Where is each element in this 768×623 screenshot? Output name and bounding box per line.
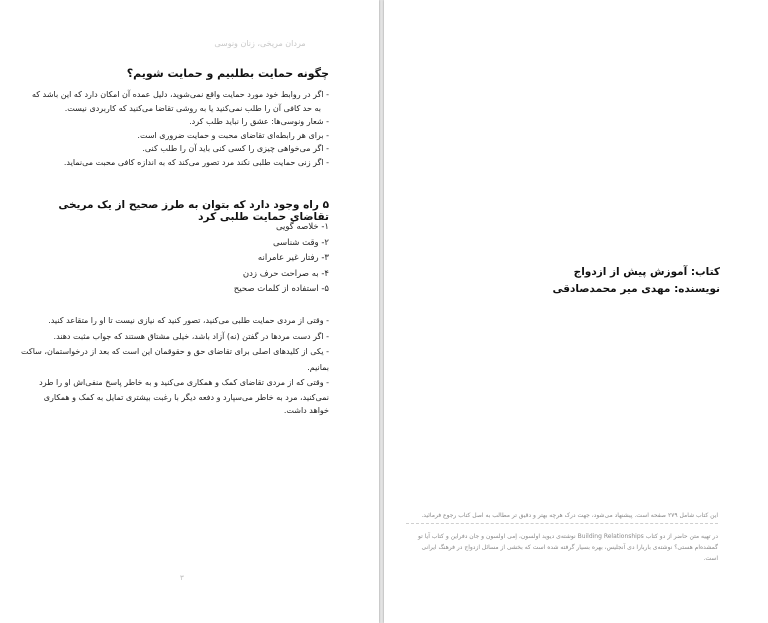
list-item: - شعار ونوسی‌ها: عشق را نباید طلب کرد. xyxy=(189,117,329,126)
list-item: به حد کافی آن را طلب نمی‌کنید یا به روشی تقاضا می‌کنید که کاربردی نیست. xyxy=(64,103,321,113)
list-item: ۴- به صراحت حرف زدن xyxy=(242,268,329,279)
list-item: ۵- استفاده از کلمات صحیح xyxy=(233,284,329,294)
list-item: - یکی از کلیدهای اصلی برای تقاضای حق و حقوقمان این است که بعد از درخواستمان، ساکت بمانیم. xyxy=(21,347,329,372)
list-item: ۳- رفتار غیر عامرانه xyxy=(257,253,329,263)
running-header: مردان مریخی، زنان ونوسی xyxy=(214,39,306,48)
list-item: - وقتی که از مردی تقاضای کمک و همکاری می‌کنید و به خاطر پاسخ منفی‌اش او را طرد xyxy=(39,378,329,387)
list-item: - برای هر رابطه‌ای تقاضای محبت و حمایت ضروری است. xyxy=(137,130,329,140)
list-item: - وقتی از مردی حمایت طلبی می‌کنید، تصور کنید که نیازی نیست تا او را متقاعد کنید. xyxy=(48,316,329,325)
list-item: - اگر زنی حمایت طلبی نکند مرد تصور می‌کند که به اندازه کافی محبت می‌نماید. xyxy=(63,157,329,167)
left-page xyxy=(0,0,379,623)
list-item: - اگر در روابط خود مورد حمایت واقع نمی‌شوید، دلیل عمده آن امکان دارد که این باشد که xyxy=(32,90,329,99)
list-item: ۲- وقت شناسی xyxy=(272,237,329,248)
list-item: - اگر می‌خواهی چیزی را کسی کنی باید آن را طلب کنی. xyxy=(142,144,329,153)
sources-note: در تهیه متن حاضر از دو کتاب Building Relationships نوشته‌ی دیوید اولسون، اِمی اولسون و جان دفراین و کتاب آیا تو گمشده‌ام هستی؟ نوشته‌ی باربارا دی آنجلیس، بهره بسیار گرفته شده است که بخشی از مسائل ازدواج در فرهنگ ایرانی است. xyxy=(418,533,718,562)
book-title: کتاب: آموزش پیش از ازدواج xyxy=(573,266,720,278)
page-number: ۳ xyxy=(180,574,184,582)
author-name: نویسنده: مهدی میر محمدصادقی xyxy=(552,283,720,295)
divider xyxy=(406,523,718,524)
section-heading-five-ways: ۵ راه وجود دارد که بتوان به طرز صحیح از یک مریخی تقاضای حمایت طلبی کرد xyxy=(58,199,329,223)
section-heading-support: چگونه حمایت بطلبیم و حمایت شویم؟ xyxy=(126,67,329,80)
support-list xyxy=(20,88,329,169)
tips-list xyxy=(20,313,329,417)
page-count-note: این کتاب شامل ۲۷۹ صفحه است. پیشنهاد می‌شود، جهت درک هرچه بهتر و دقیق تر مطالب به اصل کتاب رجوع فرمائید. xyxy=(421,512,718,519)
book-info xyxy=(420,264,720,298)
list-item: ۱- خلاصه گویی xyxy=(275,222,329,232)
five-ways-list xyxy=(20,220,329,298)
right-page xyxy=(384,0,768,623)
list-item: خواهد داشت. xyxy=(283,405,329,415)
list-item: نمی‌کنید، مرد به خاطر می‌سپارد و دفعه دیگر با رغبت بیشتری تمایل به کمک و همکاری xyxy=(43,392,329,402)
list-item: - اگر دست مردها در گفتن (نه) آزاد باشد، خیلی مشتاق هستند که جواب مثبت دهند. xyxy=(53,331,329,341)
